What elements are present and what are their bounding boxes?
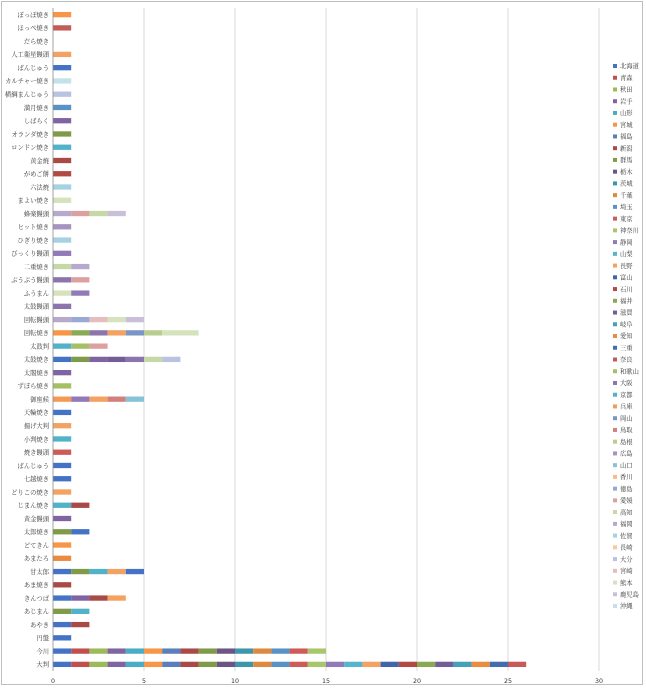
category-label: びっくり饅頭 bbox=[11, 250, 49, 258]
bar-segment bbox=[71, 357, 89, 362]
legend-label: 山形 bbox=[620, 110, 633, 118]
bar-segment bbox=[180, 662, 198, 667]
legend-label: 千葉 bbox=[620, 192, 633, 200]
bar-segment bbox=[53, 224, 71, 229]
bar-segment bbox=[53, 78, 71, 83]
bar-segment bbox=[53, 12, 71, 17]
bar-segment bbox=[126, 397, 144, 402]
bar-segment bbox=[126, 648, 144, 653]
bar-segment bbox=[271, 662, 289, 667]
legend-label: 岡山 bbox=[620, 415, 633, 423]
bars bbox=[53, 12, 526, 667]
x-tick-label: 20 bbox=[412, 678, 422, 685]
legend-swatch bbox=[613, 592, 617, 596]
bar-segment bbox=[53, 450, 71, 455]
category-label: あじまん bbox=[23, 608, 49, 616]
legend-label: 愛知 bbox=[620, 333, 633, 341]
legend-swatch bbox=[613, 217, 617, 221]
bar-segment bbox=[89, 211, 107, 216]
category-label: 御座候 bbox=[30, 396, 49, 404]
bar-segment bbox=[108, 662, 126, 667]
bar-segment bbox=[108, 397, 126, 402]
legend-label: 栃木 bbox=[620, 168, 633, 176]
legend-swatch bbox=[613, 393, 617, 397]
bar-segment bbox=[162, 357, 180, 362]
bar-segment bbox=[290, 662, 308, 667]
legend bbox=[613, 61, 640, 610]
bar-segment bbox=[53, 662, 71, 667]
legend-label: 沖縄 bbox=[620, 603, 633, 611]
bar-segment bbox=[89, 317, 107, 322]
category-label: ヒット焼き bbox=[17, 224, 49, 232]
legend-label: 熊本 bbox=[620, 579, 633, 587]
category-label: 大判 bbox=[36, 661, 49, 669]
legend-label: 山梨 bbox=[620, 251, 633, 259]
category-label: しばらく bbox=[23, 118, 49, 126]
bar-segment bbox=[53, 118, 71, 123]
legend-swatch bbox=[613, 264, 617, 268]
legend-swatch bbox=[613, 123, 617, 127]
bar-segment bbox=[53, 317, 71, 322]
bar-segment bbox=[108, 330, 126, 335]
bar-segment bbox=[144, 330, 162, 335]
bar-segment bbox=[71, 264, 89, 269]
legend-label: 鳥取 bbox=[620, 427, 633, 435]
bar-segment bbox=[89, 343, 107, 348]
bar-segment bbox=[53, 145, 71, 150]
bar-segment bbox=[53, 476, 71, 481]
legend-label: 鹿児島 bbox=[620, 591, 639, 599]
category-label: 黄金饅頭 bbox=[23, 515, 49, 523]
bar-segment bbox=[53, 516, 71, 521]
bar-segment bbox=[53, 184, 71, 189]
legend-label: 高知 bbox=[620, 509, 633, 517]
legend-swatch bbox=[613, 134, 617, 138]
bar-segment bbox=[108, 357, 126, 362]
category-label: あま焼き bbox=[23, 582, 49, 590]
bar-segment bbox=[71, 343, 89, 348]
bar-segment bbox=[162, 648, 180, 653]
bar-segment bbox=[53, 158, 71, 163]
legend-swatch bbox=[613, 205, 617, 209]
legend-label: 徳島 bbox=[620, 485, 633, 493]
legend-label: 広島 bbox=[620, 450, 633, 458]
legend-label: 宮城 bbox=[620, 121, 633, 129]
category-label: 小判焼き bbox=[23, 436, 49, 444]
bar-segment bbox=[144, 662, 162, 667]
category-label: まよい焼き bbox=[17, 197, 49, 205]
category-label: ぶうぶう饅頭 bbox=[11, 277, 49, 285]
category-label: オランダ焼き bbox=[11, 131, 49, 139]
legend-swatch bbox=[613, 228, 617, 232]
bar-segment bbox=[381, 662, 399, 667]
bar-segment bbox=[53, 198, 71, 203]
category-label: 甘太郎 bbox=[30, 568, 49, 576]
bar-segment bbox=[89, 595, 107, 600]
category-label: 焼き饅頭 bbox=[23, 449, 49, 457]
bar-segment bbox=[490, 662, 508, 667]
bar-segment bbox=[53, 582, 71, 587]
bar-segment bbox=[326, 662, 344, 667]
bar-segment bbox=[108, 211, 126, 216]
bar-segment bbox=[472, 662, 490, 667]
legend-swatch bbox=[613, 158, 617, 162]
bar-segment bbox=[89, 397, 107, 402]
bar-segment bbox=[53, 357, 71, 362]
category-label: 七越焼き bbox=[23, 476, 49, 484]
bar-segment bbox=[71, 277, 89, 282]
bar-segment bbox=[235, 662, 253, 667]
bar-segment bbox=[217, 648, 235, 653]
legend-swatch bbox=[613, 299, 617, 303]
legend-label: 大阪 bbox=[620, 380, 633, 388]
legend-label: 佐賀 bbox=[620, 532, 633, 540]
legend-label: 愛媛 bbox=[620, 497, 633, 505]
category-label: あやき bbox=[30, 621, 49, 629]
category-label: 二重焼き bbox=[23, 263, 49, 271]
legend-swatch bbox=[613, 404, 617, 408]
legend-label: 群馬 bbox=[620, 157, 633, 165]
legend-label: 石川 bbox=[620, 286, 633, 294]
x-tick-label: 5 bbox=[141, 678, 147, 685]
x-tick-label: 10 bbox=[230, 678, 240, 685]
legend-label: 埼玉 bbox=[620, 204, 633, 212]
bar-segment bbox=[53, 25, 71, 30]
legend-swatch bbox=[613, 475, 617, 479]
legend-label: 静岡 bbox=[620, 239, 633, 247]
legend-swatch bbox=[613, 146, 617, 150]
bar-segment bbox=[53, 330, 71, 335]
bar-segment bbox=[53, 397, 71, 402]
bar-segment bbox=[53, 423, 71, 428]
bar-segment bbox=[108, 648, 126, 653]
legend-swatch bbox=[613, 334, 617, 338]
bar-segment bbox=[290, 648, 308, 653]
legend-swatch bbox=[613, 522, 617, 526]
category-label: きんつば bbox=[23, 595, 49, 603]
legend-swatch bbox=[613, 252, 617, 256]
bar-segment bbox=[308, 662, 326, 667]
legend-label: 宮崎 bbox=[620, 568, 633, 576]
category-label: ロンドン焼き bbox=[11, 144, 49, 152]
category-label: ひぎり焼き bbox=[17, 237, 49, 245]
bar-segment bbox=[126, 357, 144, 362]
category-label: 揚げ大判 bbox=[23, 422, 49, 430]
x-tick-label: 25 bbox=[503, 678, 513, 685]
legend-label: 北海道 bbox=[620, 63, 639, 71]
bar-segment bbox=[89, 662, 107, 667]
bar-segment bbox=[53, 436, 71, 441]
bar-segment bbox=[53, 609, 71, 614]
legend-swatch bbox=[613, 451, 617, 455]
bar-segment bbox=[508, 662, 526, 667]
legend-label: 岩手 bbox=[620, 98, 633, 106]
bar-segment bbox=[71, 609, 89, 614]
bar-segment bbox=[271, 648, 289, 653]
legend-label: 三重 bbox=[620, 344, 633, 352]
category-label: 天輪焼き bbox=[23, 409, 49, 417]
legend-label: 長崎 bbox=[620, 544, 633, 552]
bar-segment bbox=[435, 662, 453, 667]
chart-frame bbox=[1, 1, 643, 685]
bar-segment bbox=[53, 556, 71, 561]
legend-swatch bbox=[613, 111, 617, 115]
bar-segment bbox=[71, 397, 89, 402]
legend-swatch bbox=[613, 369, 617, 373]
bar-segment bbox=[71, 290, 89, 295]
category-label: 蜂楽饅頭 bbox=[23, 210, 49, 218]
bar-segment bbox=[53, 211, 71, 216]
legend-swatch bbox=[613, 87, 617, 91]
legend-swatch bbox=[613, 416, 617, 420]
category-label: ふうまん bbox=[23, 290, 49, 298]
legend-swatch bbox=[613, 193, 617, 197]
bar-segment bbox=[53, 105, 71, 110]
category-label: 太鼓焼き bbox=[23, 356, 49, 364]
bar-segment bbox=[53, 529, 71, 534]
bar-segment bbox=[108, 595, 126, 600]
bar-segment bbox=[53, 489, 71, 494]
category-label: 黄金焼 bbox=[30, 157, 49, 165]
bar-segment bbox=[180, 648, 198, 653]
bar-segment bbox=[362, 662, 380, 667]
legend-label: 和歌山 bbox=[620, 368, 639, 376]
bar-segment bbox=[71, 529, 89, 534]
bar-segment bbox=[53, 131, 71, 136]
bar-segment bbox=[53, 595, 71, 600]
bar-segment bbox=[53, 343, 71, 348]
legend-swatch bbox=[613, 534, 617, 538]
legend-swatch bbox=[613, 581, 617, 585]
legend-swatch bbox=[613, 440, 617, 444]
bar-segment bbox=[53, 370, 71, 375]
legend-swatch bbox=[613, 275, 617, 279]
bar-segment bbox=[53, 648, 71, 653]
legend-swatch bbox=[613, 181, 617, 185]
legend-swatch bbox=[613, 487, 617, 491]
category-labels bbox=[5, 10, 50, 669]
bar-segment bbox=[53, 463, 71, 468]
bar-segment bbox=[71, 622, 89, 627]
legend-swatch bbox=[613, 604, 617, 608]
grid-lines bbox=[144, 8, 599, 671]
bar-segment bbox=[235, 648, 253, 653]
bar-segment bbox=[144, 648, 162, 653]
bar-segment bbox=[162, 662, 180, 667]
bar-segment bbox=[253, 662, 271, 667]
bar-segment bbox=[89, 357, 107, 362]
bar-segment bbox=[126, 330, 144, 335]
category-label: 太閤焼き bbox=[23, 369, 49, 377]
bar-segment bbox=[217, 662, 235, 667]
legend-label: 兵庫 bbox=[620, 403, 633, 411]
category-label: 回転饅頭 bbox=[23, 316, 49, 324]
category-label: 今川 bbox=[36, 648, 49, 656]
category-label: ばんじゅう bbox=[17, 64, 49, 72]
legend-swatch bbox=[613, 322, 617, 326]
legend-swatch bbox=[613, 240, 617, 244]
bar-segment bbox=[126, 317, 144, 322]
legend-label: 新潟 bbox=[620, 145, 633, 153]
bar-segment bbox=[399, 662, 417, 667]
category-label: 回転焼き bbox=[23, 330, 49, 338]
bar-segment bbox=[71, 662, 89, 667]
legend-label: 青森 bbox=[620, 74, 633, 82]
category-label: 円盤 bbox=[36, 635, 49, 643]
stacked-bar-chart bbox=[2, 2, 644, 686]
category-label: 太鼓判 bbox=[30, 343, 49, 351]
bar-segment bbox=[199, 648, 217, 653]
bar-segment bbox=[108, 569, 126, 574]
bar-segment bbox=[53, 92, 71, 97]
x-tick-label: 0 bbox=[50, 678, 56, 685]
bar-segment bbox=[53, 635, 71, 640]
category-label: だら焼き bbox=[23, 38, 49, 46]
category-label: あまたろ bbox=[23, 555, 49, 563]
legend-label: 山口 bbox=[620, 462, 633, 470]
legend-swatch bbox=[613, 510, 617, 514]
legend-label: 神奈川 bbox=[620, 227, 639, 235]
legend-label: 京都 bbox=[620, 391, 633, 399]
legend-swatch bbox=[613, 428, 617, 432]
legend-label: 福島 bbox=[620, 133, 633, 141]
bar-segment bbox=[144, 357, 162, 362]
legend-swatch bbox=[613, 64, 617, 68]
legend-label: 岐阜 bbox=[620, 321, 633, 329]
category-label: がめご餅 bbox=[23, 171, 49, 179]
bar-segment bbox=[71, 211, 89, 216]
bar-segment bbox=[89, 648, 107, 653]
legend-swatch bbox=[613, 170, 617, 174]
category-label: どりこの焼き bbox=[11, 489, 49, 497]
bar-segment bbox=[162, 330, 198, 335]
bar-segment bbox=[89, 569, 107, 574]
bar-segment bbox=[344, 662, 362, 667]
legend-label: 滋賀 bbox=[620, 309, 633, 317]
bar-segment bbox=[126, 662, 144, 667]
category-label: 六法焼 bbox=[30, 184, 49, 192]
bar-segment bbox=[453, 662, 471, 667]
legend-swatch bbox=[613, 381, 617, 385]
legend-label: 長野 bbox=[620, 262, 633, 270]
category-label: 太鼓饅頭 bbox=[23, 303, 49, 311]
bar-segment bbox=[53, 383, 71, 388]
legend-label: 島根 bbox=[620, 438, 633, 446]
bar-segment bbox=[71, 569, 89, 574]
legend-swatch bbox=[613, 99, 617, 103]
bar-segment bbox=[53, 264, 71, 269]
legend-swatch bbox=[613, 311, 617, 315]
bar-segment bbox=[53, 251, 71, 256]
legend-swatch bbox=[613, 287, 617, 291]
bar-segment bbox=[53, 569, 71, 574]
bar-segment bbox=[53, 290, 71, 295]
legend-label: 福井 bbox=[620, 298, 633, 305]
legend-label: 茨城 bbox=[620, 180, 633, 188]
x-tick-label: 30 bbox=[594, 678, 604, 685]
legend-label: 東京 bbox=[620, 215, 633, 223]
bar-segment bbox=[308, 648, 326, 653]
bar-segment bbox=[71, 595, 89, 600]
category-label: 太郎焼き bbox=[23, 529, 49, 537]
category-label: じまん焼き bbox=[17, 502, 49, 510]
x-tick-label: 15 bbox=[321, 678, 331, 685]
category-label: 満月焼き bbox=[23, 104, 49, 112]
bar-segment bbox=[53, 622, 71, 627]
bar-segment bbox=[71, 503, 89, 508]
bar-segment bbox=[53, 171, 71, 176]
legend-swatch bbox=[613, 463, 617, 467]
category-label: 横綱まんじゅう bbox=[4, 91, 49, 99]
legend-swatch bbox=[613, 498, 617, 502]
category-label: 人工衛星饅頭 bbox=[11, 51, 49, 59]
category-label: カルチャー焼き bbox=[5, 78, 49, 86]
bar-segment bbox=[53, 503, 71, 508]
legend-swatch bbox=[613, 569, 617, 573]
legend-label: 福岡 bbox=[620, 521, 633, 529]
bar-segment bbox=[89, 330, 107, 335]
bar-segment bbox=[126, 569, 144, 574]
bar-segment bbox=[253, 648, 271, 653]
legend-label: 香川 bbox=[620, 474, 633, 482]
bar-segment bbox=[53, 542, 71, 547]
legend-swatch bbox=[613, 76, 617, 80]
bar-segment bbox=[417, 662, 435, 667]
bar-segment bbox=[53, 237, 71, 242]
legend-label: 富山 bbox=[620, 274, 633, 282]
bar-segment bbox=[53, 65, 71, 70]
category-label: ずぼら焼き bbox=[17, 383, 49, 391]
bar-segment bbox=[108, 317, 126, 322]
legend-swatch bbox=[613, 545, 617, 549]
legend-label: 奈良 bbox=[620, 356, 633, 364]
x-tick-labels bbox=[51, 678, 603, 685]
bar-segment bbox=[199, 662, 217, 667]
legend-swatch bbox=[613, 346, 617, 350]
legend-label: 秋田 bbox=[620, 86, 633, 94]
bar-segment bbox=[71, 317, 89, 322]
bar-segment bbox=[53, 277, 71, 282]
bar-segment bbox=[53, 304, 71, 309]
bar-segment bbox=[71, 330, 89, 335]
bar-segment bbox=[71, 648, 89, 653]
legend-label: 大分 bbox=[620, 556, 633, 564]
category-label: ぽっぽ焼き bbox=[17, 11, 49, 19]
legend-swatch bbox=[613, 358, 617, 362]
legend-swatch bbox=[613, 557, 617, 561]
category-label: どてきん bbox=[23, 542, 49, 550]
category-label: ほっぺ焼き bbox=[17, 25, 49, 33]
bar-segment bbox=[53, 52, 71, 57]
category-label: ばんじゅう bbox=[17, 462, 49, 470]
bar-segment bbox=[53, 410, 71, 415]
